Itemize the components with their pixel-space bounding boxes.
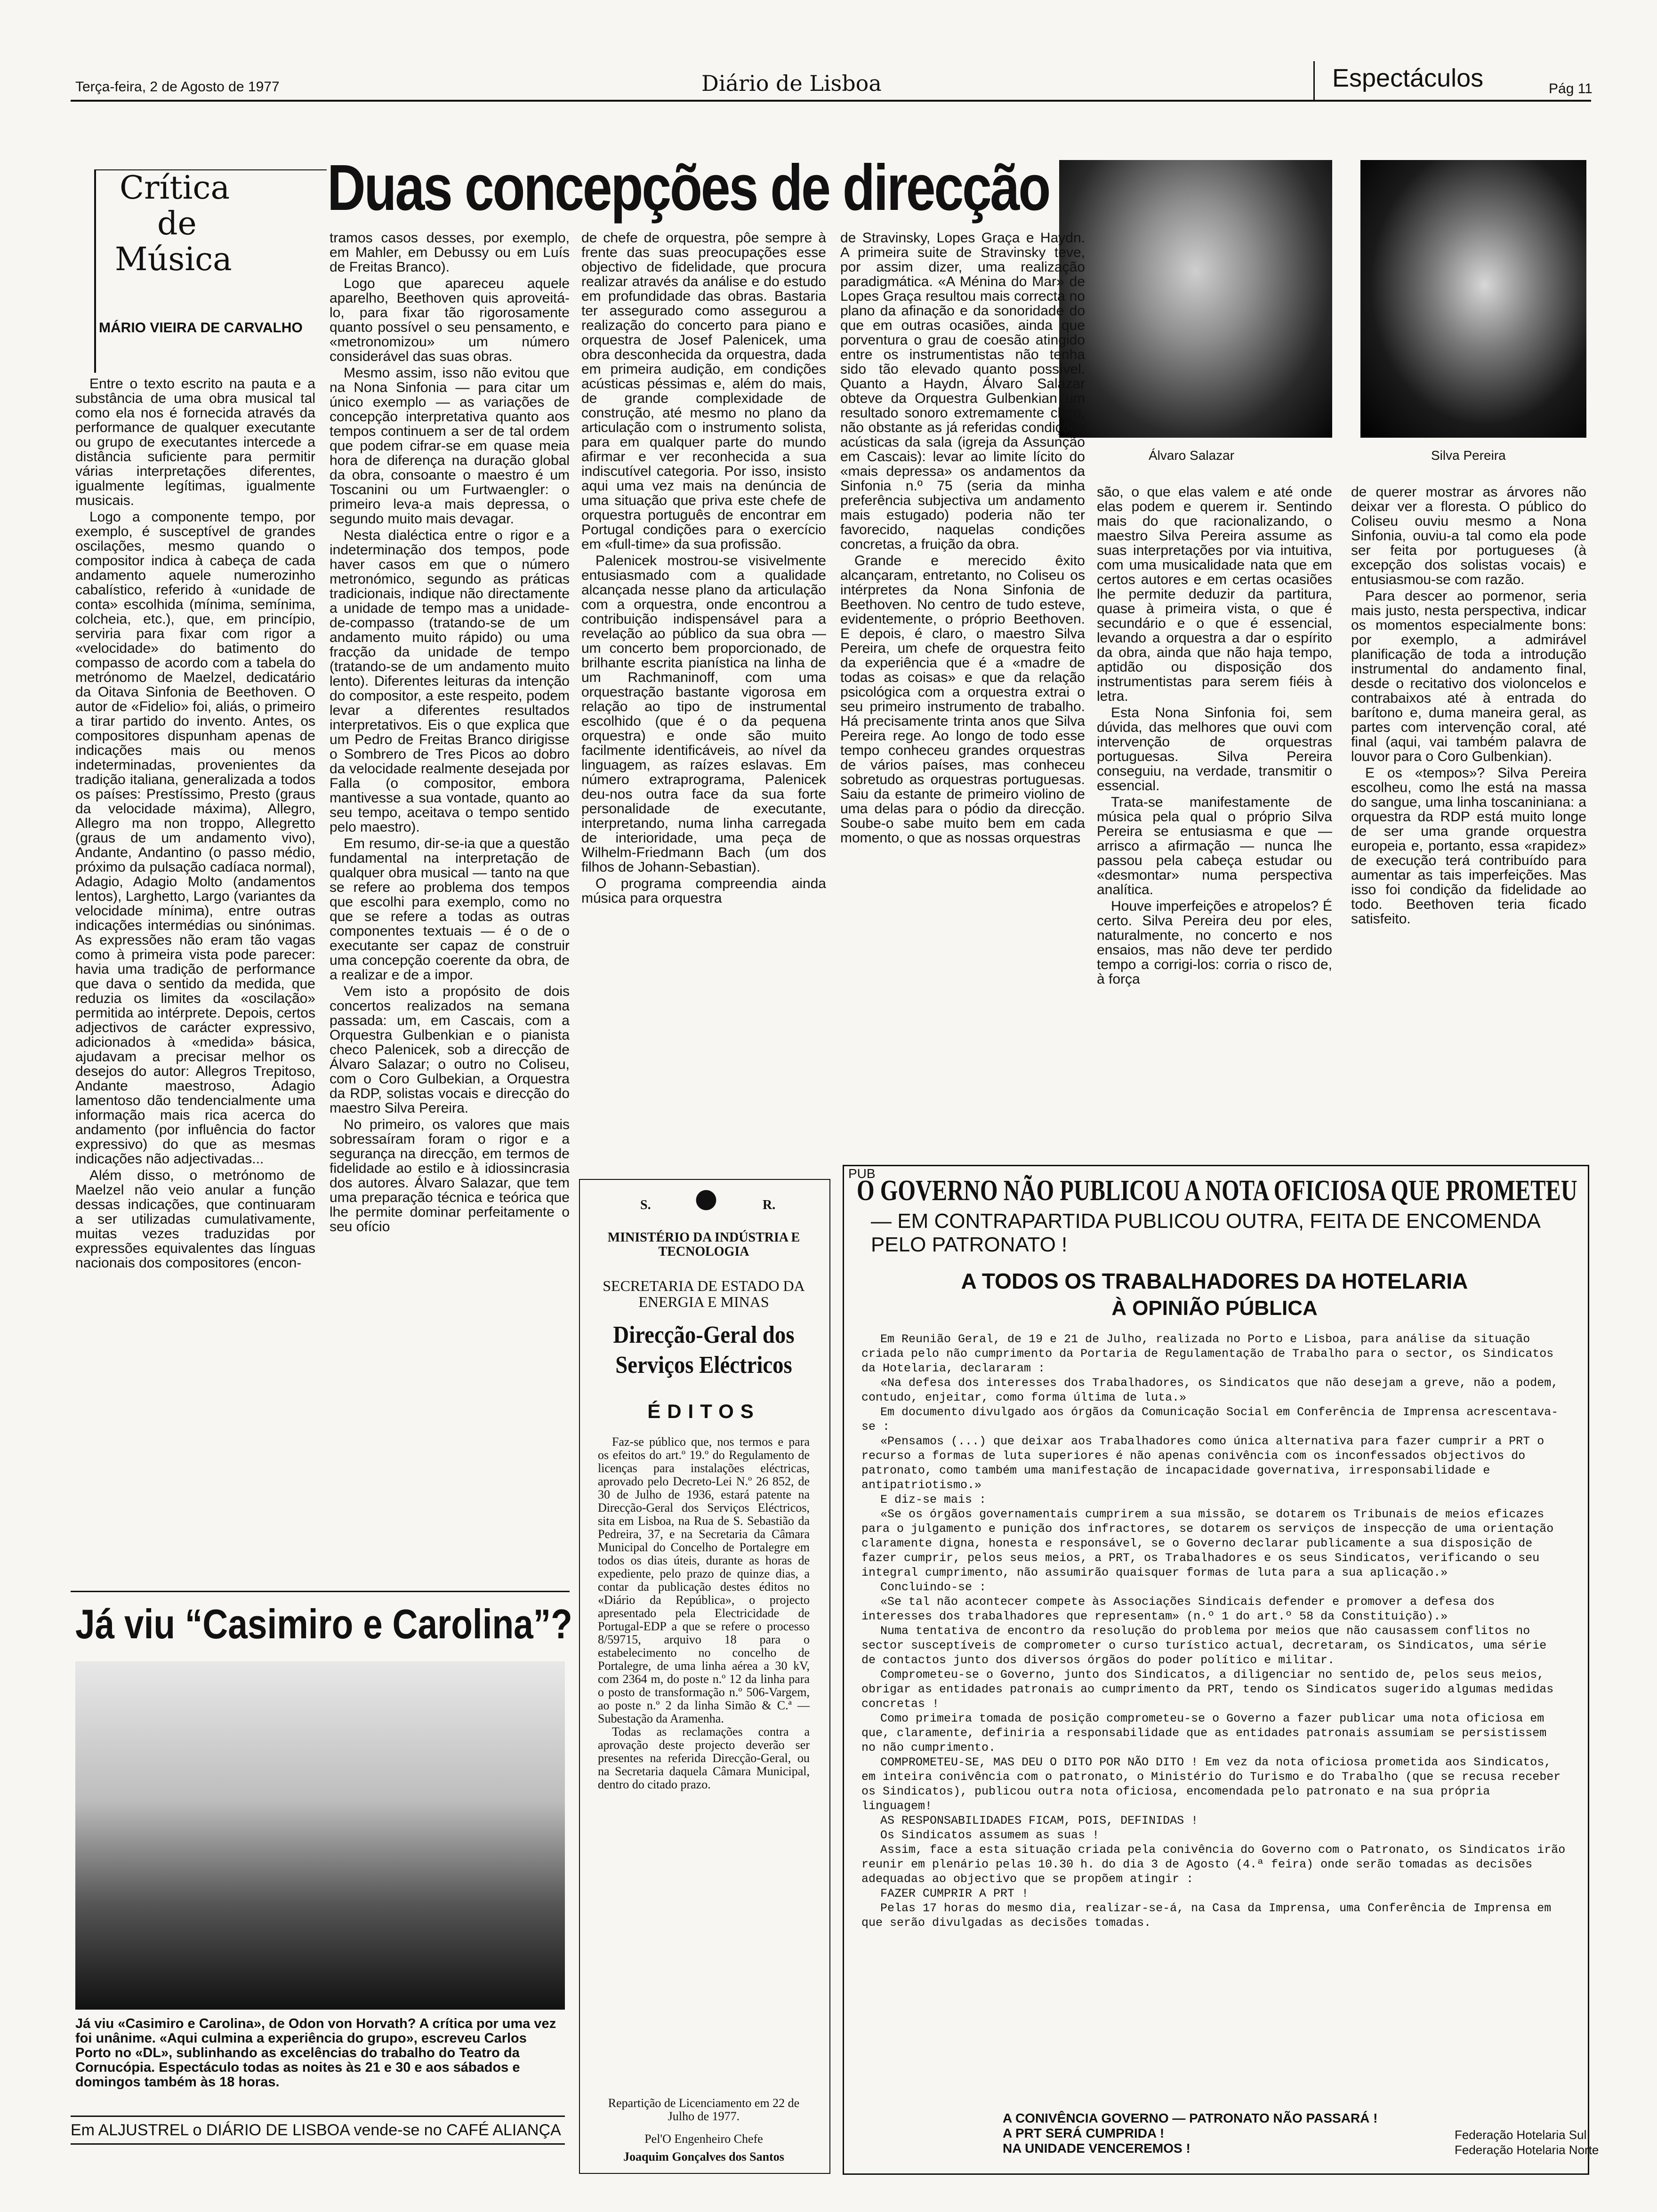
- paragraph: Mesmo assim, isso não evitou que na Nona Sinfonia — para citar um único exemplo — as variações de concepção interpretativa quanto aos tempos continuem a ser de tal ordem que podem cifrar-se em quase meia hora de diferença na duração global da obra, consoante o maestro é um Toscanini ou um Furtwaengler: o primeiro leva-a mais depressa, o segundo muito mais devagar.: [330, 365, 570, 527]
- paragraph: O programa compreendia ainda música para orquestra: [581, 876, 826, 906]
- editos-title: ÉDITOS: [647, 1400, 760, 1422]
- pub-paragraph: FAZER CUMPRIR A PRT !: [880, 1887, 1029, 1900]
- pub-signatories: [1455, 2127, 1599, 2157]
- pub-paragraph: Como primeira tomada de posição comprometeu-se o Governo a fazer publicar uma nota oficiosa em que, claramente, definiria a responsabilidade que as entidades patronais assumiam se persistissem no não cumprimento.: [861, 1712, 1547, 1755]
- slogan-2: A PRT SERÁ CUMPRIDA !: [1003, 2126, 1165, 2140]
- paragraph: Trata-se manifestamente de música pela qual o próprio Silva Pereira se entusiasma e que — arrisco a afirmação — nunca lhe passou pela cabeça estudar ou «desmontar» numa perspectiva analítica.: [1097, 794, 1332, 898]
- article-column-5: [1097, 485, 1332, 1153]
- newspaper-name: Diário de Lisboa: [701, 71, 882, 96]
- paragraph: E os «tempos»? Silva Pereira escolheu, como lhe está na massa do sangue, uma linha toscaniniana: a orquestra da RDP está muito longe de ser uma grande orquestra europeia e, portanto, essa «rapidez» de execução terá contribuído para aumentar as tais imperfeições. Mas isso foi condição da fidelidade ao todo. Beethoven teria ficado satisfeito.: [1351, 765, 1586, 927]
- article-column-4: [840, 231, 1085, 1153]
- pub-paragraph: COMPROMETEU-SE, MAS DEU O DITO POR NÃO DITO ! Em vez da nota oficiosa prometida aos Sindicatos, em inteira conivência com o patronato, o Ministério do Turismo e do Trabalho (que se recusa receber os Sindicatos), publicou outra nota oficiosa, encomendada pelo patronato e na sua própria linguagem!: [861, 1755, 1561, 1813]
- paragraph: No primeiro, os valores que mais sobressaíram foram o rigor e a segurança na direcção, em termos de fidelidade ao estilo e à idiossincrasia dos autores. Álvaro Salazar, que tem uma preparação técnica e teórica que lhe permite dominar perfeitamente o seu ofício: [330, 1117, 570, 1234]
- pub-paragraph: AS RESPONSABILIDADES FICAM, POIS, DEFINIDAS !: [880, 1814, 1199, 1827]
- page-number: Pág 11: [1549, 81, 1593, 96]
- pub-body: [861, 1332, 1568, 1930]
- casimiro-headline: Já viu “Casimiro e Carolina”?: [75, 1601, 572, 1647]
- pub-heading-2: À OPINIÃO PÚBLICA: [1111, 1297, 1318, 1320]
- editos-signatory-title: Pel'O Engenheiro Chefe: [644, 2132, 763, 2146]
- pub-paragraph: Pelas 17 horas do mesmo dia, realizar-se-á, na Casa da Imprensa, uma Conferência de Imprensa em que serão divulgadas as decisões tomadas.: [861, 1901, 1552, 1930]
- pub-paragraph: Os Sindicatos assumem as suas !: [880, 1828, 1100, 1842]
- bottom-notice: Em ALJUSTREL o DIÁRIO DE LISBOA vende-se no CAFÉ ALIANÇA: [71, 2116, 565, 2145]
- pub-paragraph: E diz-se mais :: [880, 1493, 987, 1507]
- article-headline: Duas concepções de direcção: [327, 152, 1050, 224]
- pub-paragraph: «Na defesa dos interesses dos Trabalhadores, os Sindicatos que não desejam a greve, não a podem, contudo, enjeitar, como forma última de luta.»: [861, 1376, 1559, 1404]
- article-column-1: [75, 377, 315, 1581]
- paragraph: Grande e merecido êxito alcançaram, entretanto, no Coliseu os intérpretes da Nona Sinfonia de Beethoven. No centro de tudo esteve, evidentemente, o próprio Beethoven. E depois, é claro, o maestro Silva Pereira, um chefe de orquestra feito da experiência que é a «madre de todas as coisas» e que da relação psicológica com a orquestra extrai o seu primeiro instrumento de trabalho. Há precisamente trinta anos que Silva Pereira rege. Ao longo de todo esse tempo conheceu grandes orquestras de vários países, mas conheceu sobretudo as orquestras portuguesas. Saiu da estante de primeiro violino de uma delas para o pódio da direcção. Soube-o sabe muito bem em cada momento, o que as nossas orquestras: [840, 553, 1085, 846]
- pub-paragraph: Concluindo-se :: [880, 1580, 987, 1594]
- pub-paragraph: «Se os órgãos governamentais cumprirem a sua missão, se dotarem os Tribunais de meios eficazes para o julgamento e punição dos infractores, se dotarem os serviços de inspecção de uma orientação claramente digna, honesta e responsável, se o Governo declarar publicamente a sua disposição de fazer cumprir, pelos seus meios, a PRT, os Trabalhadores e os seus Sindicatos, verificando o seu integral cumprimento, não assumirão quaisquer formas de luta para a sua aplicação.»: [861, 1507, 1554, 1579]
- secretariat-name: SECRETARIA DE ESTADO DA ENERGIA E MINAS: [603, 1277, 805, 1310]
- paragraph: Logo que apareceu aquele aparelho, Beethoven quis aproveitá-lo, para fixar tão rigorosamente quanto possível o seu pensamento, e «metronomizou» um número considerável das suas obras.: [330, 276, 570, 364]
- pub-subtitle: — EM CONTRAPARTIDA PUBLICOU OUTRA, FEITA DE ENCOMENDA PELO PATRONATO !: [871, 1210, 1540, 1256]
- pub-tag: PUB: [848, 1166, 876, 1181]
- slogan-3: NA UNIDADE VENCEREMOS !: [1003, 2141, 1190, 2156]
- kicker-line-2: de: [157, 205, 197, 242]
- kicker-line-1: Crítica: [120, 169, 230, 207]
- casimiro-top-rule: [71, 1591, 570, 1592]
- paragraph: Houve imperfeições e atropelos? É certo. Silva Pereira deu por eles, naturalmente, no concerto e nos ensaios, mas não deve ter perdido tempo a corrigi-los: corria o risco de, à força: [1097, 898, 1332, 987]
- paragraph: tramos casos desses, por exemplo, em Mahler, em Debussy ou em Luís de Freitas Branco).: [330, 231, 570, 275]
- section-divider: [1313, 61, 1315, 101]
- pub-heading-1: A TODOS OS TRABALHADORES DA HOTELARIA: [961, 1269, 1468, 1293]
- editos-paragraph: Todas as reclamações contra a aprovação deste projecto deverão ser presentes na referida Direcção-Geral, ou na Secretaria daquela Câmara Municipal, dentro do citado prazo.: [598, 1725, 810, 1791]
- signatory-2: Federação Hotelaria Norte: [1455, 2143, 1599, 2157]
- paragraph: Entre o texto escrito na pauta e a substância de uma obra musical tal como ela nos é fornecida através da performance de qualquer executante ou grupo de executantes intercede a distância suficiente para permitir várias interpretações diferentes, igualmente legítimas, igualmente musicais.: [75, 377, 315, 508]
- photo-alvaro-salazar: [1059, 160, 1332, 438]
- pub-paragraph: Em documento divulgado aos órgãos da Comunicação Social em Conferência de Imprensa acrescentava-se :: [861, 1405, 1559, 1434]
- pub-paragraph: Em Reunião Geral, de 19 e 21 de Julho, realizada no Porto e Lisboa, para análise da situação criada pelo não cumprimento da Portaria de Regulamentação de Trabalho para o sector, os Sindicatos da Hotelaria, declararam :: [861, 1332, 1554, 1375]
- coat-of-arms-icon: [685, 1181, 727, 1219]
- casimiro-caption: Já viu «Casimiro e Carolina», de Odon von Horvath? A crítica por uma vez foi unânime. «Aqui culmina a experiência do grupo», escreveu Carlos Porto no «DL», sublinhando as excelências do trabalho do Teatro da Cornucópia. Espectáculo todas as noites às 21 e 30 e aos sábados e domingos também às 18 horas.: [75, 2016, 556, 2090]
- paragraph: Vem isto a propósito de dois concertos realizados na semana passada: um, em Cascais, com a Orquestra Gulbenkian e o pianista checo Palenicek, sob a direcção de Álvaro Salazar; o outro no Coliseu, com o Coro Gulbekian, a Orquestra da RDP, solistas vocais e direcção do maestro Silva Pereira.: [330, 984, 570, 1116]
- seal-left: S.: [640, 1198, 651, 1212]
- paragraph: Palenicek mostrou-se visivelmente entusiasmado com a qualidade alcançada nesse plano da articulação com a orquestra, onde encontrou a contribuição indispensável para a revelação ao público da sua obra — um concerto bem proporcionado, de brilhante escrita pianística na linha de um Rachmaninoff, com uma orquestração bastante vigorosa em relação ao tipo de instrumental escolhido (que é o da pequena orquestra) e onde são muito facilmente identificáveis, ao nível da linguagem, as raízes eslavas. Em número extraprograma, Palenicek deu-nos outra face da sua forte personalidade de executante, interpretando, numa linha carregada de interioridade, uma peça de Wilhelm-Friedmann Bach (um dos filhos de Johann-Sebastian).: [581, 553, 826, 875]
- article-column-2: [330, 231, 570, 1577]
- pub-paragraph: Assim, face a esta situação criada pela conivência do Governo com o Patronato, os Sindicatos irão reunir em plenário pelas 10.30 h. do dia 3 de Agosto (4.ª feira) onde serão tomadas as decisões adequadas ao objectivo que se propõem atingir :: [861, 1843, 1566, 1886]
- author-byline: MÁRIO VIEIRA DE CARVALHO: [99, 320, 303, 336]
- paragraph: de querer mostrar as árvores não deixar ver a floresta. O público do Coliseu ouviu mesmo a Nona Sinfonia, ouviu-a tal como ela pode ser feita por portugueses (à excepção dos solistas vocais) e entusiasmou-se com razão.: [1351, 485, 1586, 587]
- caption-silva-pereira: Silva Pereira: [1431, 448, 1506, 463]
- slogan-1: A CONIVÊNCIA GOVERNO — PATRONATO NÃO PASSARÁ !: [1003, 2111, 1378, 2125]
- kicker-line-3: Música: [115, 241, 232, 278]
- article-column-3: [581, 231, 826, 1167]
- pub-headline: O GOVERNO NÃO PUBLICOU A NOTA OFICIOSA QUE PROMETEU: [857, 1175, 1577, 1207]
- paragraph: Nesta dialéctica entre o rigor e a indeterminação dos tempos, pode haver casos em que o número metronómico, segundo as práticas tradicionais, indique não directamente a unidade de tempo mas a unidade-de-compasso (tratando-se de um andamento muito rápido) ou uma fracção da unidade de tempo (tratando-se de um andamento muito lento). Diferentes leituras da intenção do compositor, a este respeito, podem levar a diferentes resultados interpretativos. Eis o que explica que um Pedro de Freitas Branco dirigisse o Sombrero de Tres Picos ao dobro da velocidade realmente desejada por Falla (o compositor, embora mantivesse a sua vontade, quanto ao seu tempo, aceitava o tempo sentido pelo maestro).: [330, 528, 570, 835]
- paragraph: Em resumo, dir-se-ia que a questão fundamental na interpretação de qualquer obra musical — tanto na que se refere ao problema dos tempos que escolhi para exemplo, como no que se refere a todas as outras componentes textuais — é o de o executante ser capaz de construir uma concepção coerente da obra, de a realizar e de a impor.: [330, 836, 570, 983]
- directorate-name: Direcção-Geral dos Serviços Eléctricos: [613, 1322, 795, 1378]
- pub-paragraph: «Se tal não acontecer compete às Associações Sindicais defender e promover a defesa dos interesses dos trabalhadores que representam» (n.º 1 do art.º 58 da Constituição).»: [861, 1595, 1495, 1623]
- caption-alvaro-salazar: Álvaro Salazar: [1149, 448, 1235, 463]
- paragraph: de chefe de orquestra, pôe sempre à frente das suas preocupações esse objectivo de fidelidade, que procura realizar através da análise e do estudo em profundidade das obras. Bastaria ter assegurado como assegurou a realização do concerto para piano e orquestra de Josef Palenicek, uma obra desconhecida da orquestra, dada em primeira audição, em condições acústicas péssimas e, além do mais, de grande complexidade de construção, até mesmo no plano da articulação com o instrumento solista, para em qualquer parte do mundo afirmar e ver reconhecida a sua indiscutível categoria. Por isso, insisto aqui uma vez mais na denúncia de uma situação que priva este chefe de orquestra português de encontrar em Portugal condições para o exercício em «full-time» da sua profissão.: [581, 231, 826, 552]
- pub-paragraph: Comprometeu-se o Governo, junto dos Sindicatos, a diligenciar no sentido de, pelos seus meios, obrigar as entidades patronais ao cumprimento da PRT, tendo os Sindicatos sugerido algumas medidas concretas !: [861, 1668, 1554, 1711]
- editos-paragraph: Faz-se público que, nos termos e para os efeitos do art.º 19.º do Regulamento de licenças para instalações eléctricas, aprovado pelo Decreto-Lei N.º 26 852, de 30 de Julho de 1936, estará patente na Direcção-Geral dos Serviços Eléctricos, sita em Lisboa, na Rua de S. Sebastião da Pedreira, 37, e na Secretaria da Câmara Municipal do Concelho de Portalegre em todos os dias úteis, durante as horas de expediente, pelo prazo de quinze dias, a contar da publicação destes éditos no «Diário da República», o projecto apresentado pela Electricidade de Portugal-EDP a que se refere o processo 8/59715, arquivo 18 para o estabelecimento no concelho de Portalegre, de uma linha aérea a 30 kV, com 2364 m, do poste n.º 12 da linha para o posto de transformação n.º 506-Vargem, ao poste n.º 2 da linha Simão & C.ª — Subestação da Aramenha.: [598, 1435, 810, 1725]
- editos-body: [598, 1435, 810, 1791]
- seal-right: R.: [763, 1198, 776, 1212]
- photo-silva-pereira: [1360, 160, 1586, 438]
- pub-paragraph: «Pensamos (...) que deixar aos Trabalhadores como única alternativa para fazer cumprir a PRT o recurso a formas de luta superiores é não apenas conivência com os inconfessados objectivos do patronato, como também uma manifestação de incapacidade governativa, irresponsabilidade e antipatriotismo.»: [861, 1435, 1544, 1492]
- paragraph: Para descer ao pormenor, seria mais justo, nesta perspectiva, indicar os momentos especialmente bons: por exemplo, a admirável planificação de toda a introdução instrumental do andamento final, desde o recitativo dos violoncelos e contrabaixos até à entrada do barítono e, duma maneira geral, as partes com intervenção coral, até final (aqui, vai também palavra de louvor para o Coro Gulbenkian).: [1351, 588, 1586, 764]
- article-column-6: [1351, 485, 1586, 1153]
- paragraph: são, o que elas valem e até onde elas podem e querem ir. Sentindo mais do que racionalizando, o maestro Silva Pereira assume as suas interpretações por via intuitiva, com uma musicalidade nata que em certos autores e em certas ocasiões lhe permite deduzir da partitura, quase à primeira vista, o que é secundário e o que é essencial, levando a orquestra a dar o espírito da obra, ainda que não haja tempo, aptidão ou disposição dos instrumentistas para serem fiéis à letra.: [1097, 485, 1332, 704]
- pub-slogans: [1003, 2111, 1377, 2156]
- pub-paragraph: Numa tentativa de encontro da resolução do problema por meios que não causassem conflitos no sector susceptíveis de comprometer o curso turístico actual, decretaram, os Sindicatos, uma série de contactos junto dos diversos órgãos do poder político e militar.: [861, 1624, 1547, 1667]
- paragraph: Esta Nona Sinfonia foi, sem dúvida, das melhores que ouvi com intervenção de orquestras portuguesas. Silva Pereira conseguiu, na verdade, transmitir o essencial.: [1097, 705, 1332, 793]
- critica-kicker: [94, 169, 327, 373]
- masthead-rule: [71, 100, 1591, 102]
- masthead-date: Terça-feira, 2 de Agosto de 1977: [75, 79, 280, 95]
- editos-footer: Repartição de Licenciamento em 22 de Julho de 1977.: [608, 2096, 800, 2123]
- ministry-name: MINISTÉRIO DA INDÚSTRIA E TECNOLOGIA: [607, 1230, 800, 1259]
- paragraph: de Stravinsky, Lopes Graça e Haydn. A primeira suite de Stravinsky teve, por assim dizer, uma realização paradigmática. «A Ménina do Mar» de Lopes Graça resultou mais correcta no plano da afinação e da sonoridade do que em outras ocasiões, ainda que porventura o grau de coesão atingido entre os instrumentistas não tenha sido tão elevado quanto possível. Quanto a Haydn, Álvaro Salazar obteve da Orquestra Gulbenkian um resultado sonoro extremamente claro, não obstante as já referidas condições acústicas da sala (igreja da Assunção em Cascais): levar ao limite lícito do «mais depressa» os andamentos da Sinfonia n.º 75 (seria da minha preferência subjectiva um andamento mais estugado) poderia não ter favorecido, naquelas condições concretas, a fruição da obra.: [840, 231, 1085, 552]
- paragraph: Além disso, o metrónomo de Maelzel não veio anular a função dessas indicações, que continuaram a ser utilizadas cumulativamente, muitas vezes traduzidas por expressões equivalentes das línguas nacionais dos compositores (encon-: [75, 1168, 315, 1271]
- section-title: Espectáculos: [1332, 64, 1484, 92]
- editos-signature: Joaquim Gonçalves dos Santos: [623, 2150, 784, 2164]
- paragraph: Logo a componente tempo, por exemplo, é susceptível de grandes oscilações, mesmo quando o compositor indica à cabeça de cada andamento aquele numerozinho cabalístico, referido à «unidade de conta» escolhida (mínima, semínima, colcheia, etc.), que, em princípio, serviria para fixar com rigor a «velocidade» do batimento do compasso de acordo com a tabela do metrónomo de Maelzel, dedicatário da Oitava Sinfonia de Beethoven. O autor de «Fidelio» foi, aliás, o primeiro a tirar partido do invento. Antes, os compositores dispunham apenas de indicações mais ou menos indeterminadas, provenientes da tradição italiana, generalizada a todos os países: Prestíssimo, Presto (graus da velocidade máxima), Allegro, Allegro ma non troppo, Allegretto (graus de um andamento vivo), Andante, Andantino (o passo médio, próximo da pulsação cadíaca normal), Adagio, Adagio Molto (andamentos lentos), Larghetto, Largo (variantes da velocidade mínima), entre outras indicações intermédias ou sinónimas. As expressões não eram tão vagas como à primeira vista pode parecer: havia uma tradição de performance que dava o sentido da medida, que reduzia os limites da «oscilação» permitida ao intérprete. Depois, certos adjectivos de carácter expressivo, adicionados à «medida» básica, ajudavam a precisar melhor os desejos do autor: Allegros Trepitoso, Andante maestroso, Adagio lamentoso dão tendencialmente uma informação mais rica acerca do andamento (por influência do factor expressivo) do que as mesmas indicações não adjectivadas...: [75, 509, 315, 1167]
- signatory-1: Federação Hotelaria Sul: [1455, 2128, 1587, 2142]
- casimiro-photo: [75, 1661, 565, 2010]
